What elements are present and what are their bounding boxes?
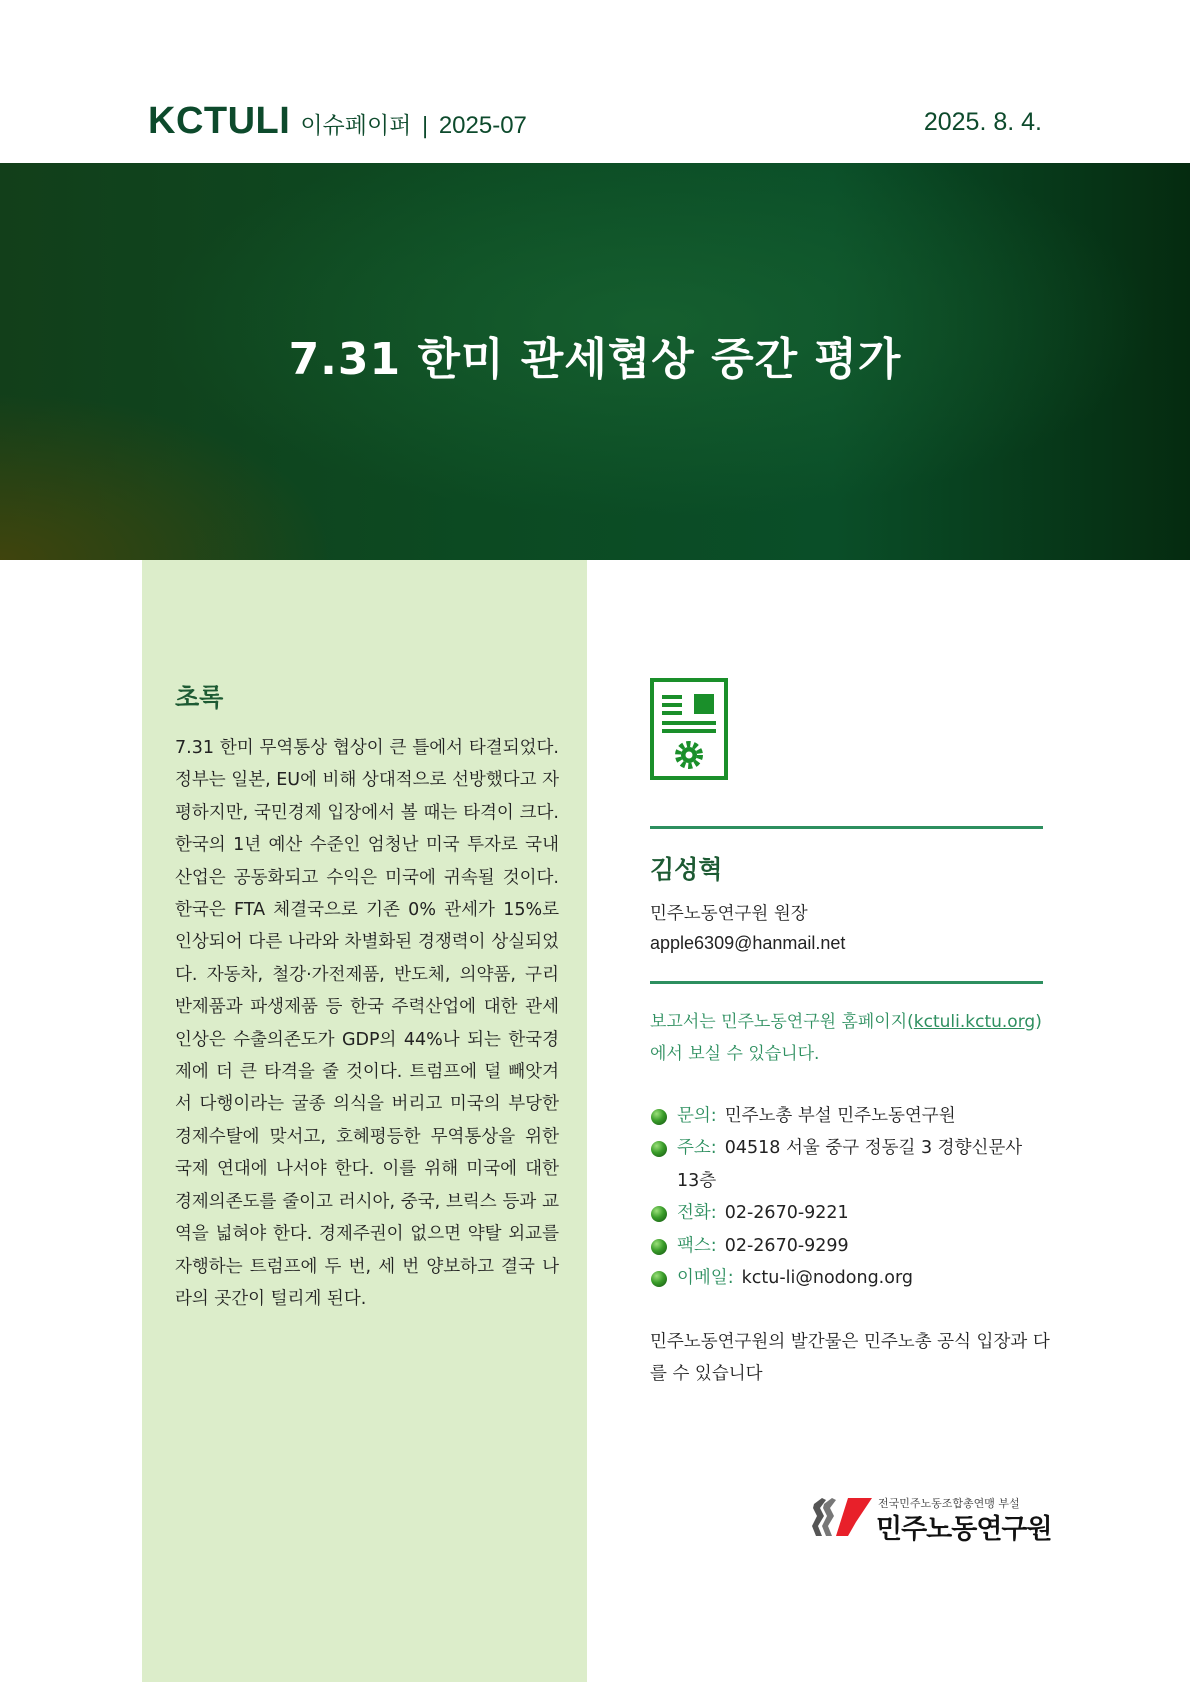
contact-label: 문의: <box>677 1106 717 1126</box>
report-note-text: 보고서는 민주노동연구원 홈페이지( <box>650 1012 914 1032</box>
homepage-link[interactable]: kctuli.kctu.org <box>913 1012 1036 1032</box>
contact-label: 전화: <box>677 1203 717 1224</box>
contact-list <box>650 1100 1050 1294</box>
author-email[interactable]: apple6309@hanmail.net <box>650 933 846 953</box>
abstract-heading: 초록 <box>175 683 224 712</box>
contact-phone <box>650 1197 1050 1229</box>
brand-name: KCTULI <box>148 100 291 142</box>
contact-label: 이메일: <box>677 1268 734 1289</box>
report-availability-note <box>650 1006 1050 1070</box>
org-logo-name: 민주노동연구원 <box>876 1514 1052 1545</box>
org-logo-icon <box>812 1496 872 1538</box>
issue-label: 이슈페이퍼 <box>300 113 412 139</box>
issue-number: 2025-07 <box>438 112 527 139</box>
abstract-panel <box>142 560 587 1682</box>
green-bullet-icon <box>651 1141 667 1157</box>
contact-label: 팩스: <box>677 1235 717 1256</box>
page-title: 7.31 한미 관세협상 중간 평가 <box>288 334 902 385</box>
author-name: 김성혁 <box>650 855 723 884</box>
report-note-text: )에서 보실 수 있습니다. <box>650 1012 1042 1064</box>
contact-address <box>650 1132 1050 1197</box>
contact-value: 04518 서울 중구 정동길 3 경향신문사 13층 <box>677 1138 1023 1191</box>
masthead-separator: | <box>421 114 429 139</box>
contact-value[interactable]: kctu-li@nodong.org <box>741 1268 913 1289</box>
contact-fax <box>650 1230 1050 1262</box>
contact-label: 주소: <box>677 1138 717 1159</box>
org-logo-subtitle: 전국민주노동조합총연맹 부설 <box>878 1497 1020 1510</box>
publication-date: 2025. 8. 4. <box>923 108 1042 136</box>
contact-inquiry <box>650 1100 1050 1132</box>
disclaimer: 민주노동연구원의 발간물은 민주노총 공식 입장과 다를 수 있습니다 <box>650 1332 1050 1385</box>
author-title: 민주노동연구원 원장 <box>650 904 808 924</box>
contact-value: 민주노총 부설 민주노동연구원 <box>724 1106 956 1126</box>
green-bullet-icon <box>651 1206 667 1222</box>
hero-banner <box>0 163 1190 560</box>
green-bullet-icon <box>651 1271 667 1287</box>
report-document-icon <box>650 678 728 780</box>
contact-value: 02-2670-9221 <box>724 1203 849 1224</box>
abstract-body: 7.31 한미 무역통상 협상이 큰 틀에서 타결되었다. 정부는 일본, EU에 비해 상대적으로 선방했다고 자평하지만, 국민경제 입장에서 볼 때는 타격이 크다. 한국의 1년 예산 수준인 엄청난 미국 투자로 국내 산업은 공동화되고 수익은 미국에 귀속될 것이다. 한국은 FTA 체결국으로 기존 0% 관세가 15%로 인상되어 다른 나라와 차별화된 경쟁력이 상실되었다. 자동차, 철강·가전제품, 반도체, 의약품, 구리 반제품과 파생제품 등 한국 주력산업에 대한 관세 인상은 수출의존도가 GDP의 44%나 되는 한국경제에 더 큰 타격을 줄 것이다. 트럼프에 덜 빼앗겨서 다행이라는 굴종 의식을 버리고 미국의 부당한 경제수탈에 맞서고, 호혜평등한 무역통상을 위한 국제 연대에 나서야 한다. 이를 위해 미국에 대한 경제의존도를 줄이고 러시아, 중국, 브릭스 등과 교역을 넓혀야 한다. 경제주권이 없으면 약탈 외교를 자행하는 트럼프에 두 번, 세 번 양보하고 결국 나라의 곳간이 털리게 된다. <box>175 738 559 1309</box>
masthead <box>148 100 527 143</box>
divider-rule <box>650 826 1043 829</box>
divider-rule <box>650 981 1043 984</box>
contact-email <box>650 1262 1050 1294</box>
org-logo <box>812 1493 1052 1545</box>
green-bullet-icon <box>651 1109 667 1125</box>
green-bullet-icon <box>651 1239 667 1255</box>
contact-value: 02-2670-9299 <box>724 1235 849 1256</box>
